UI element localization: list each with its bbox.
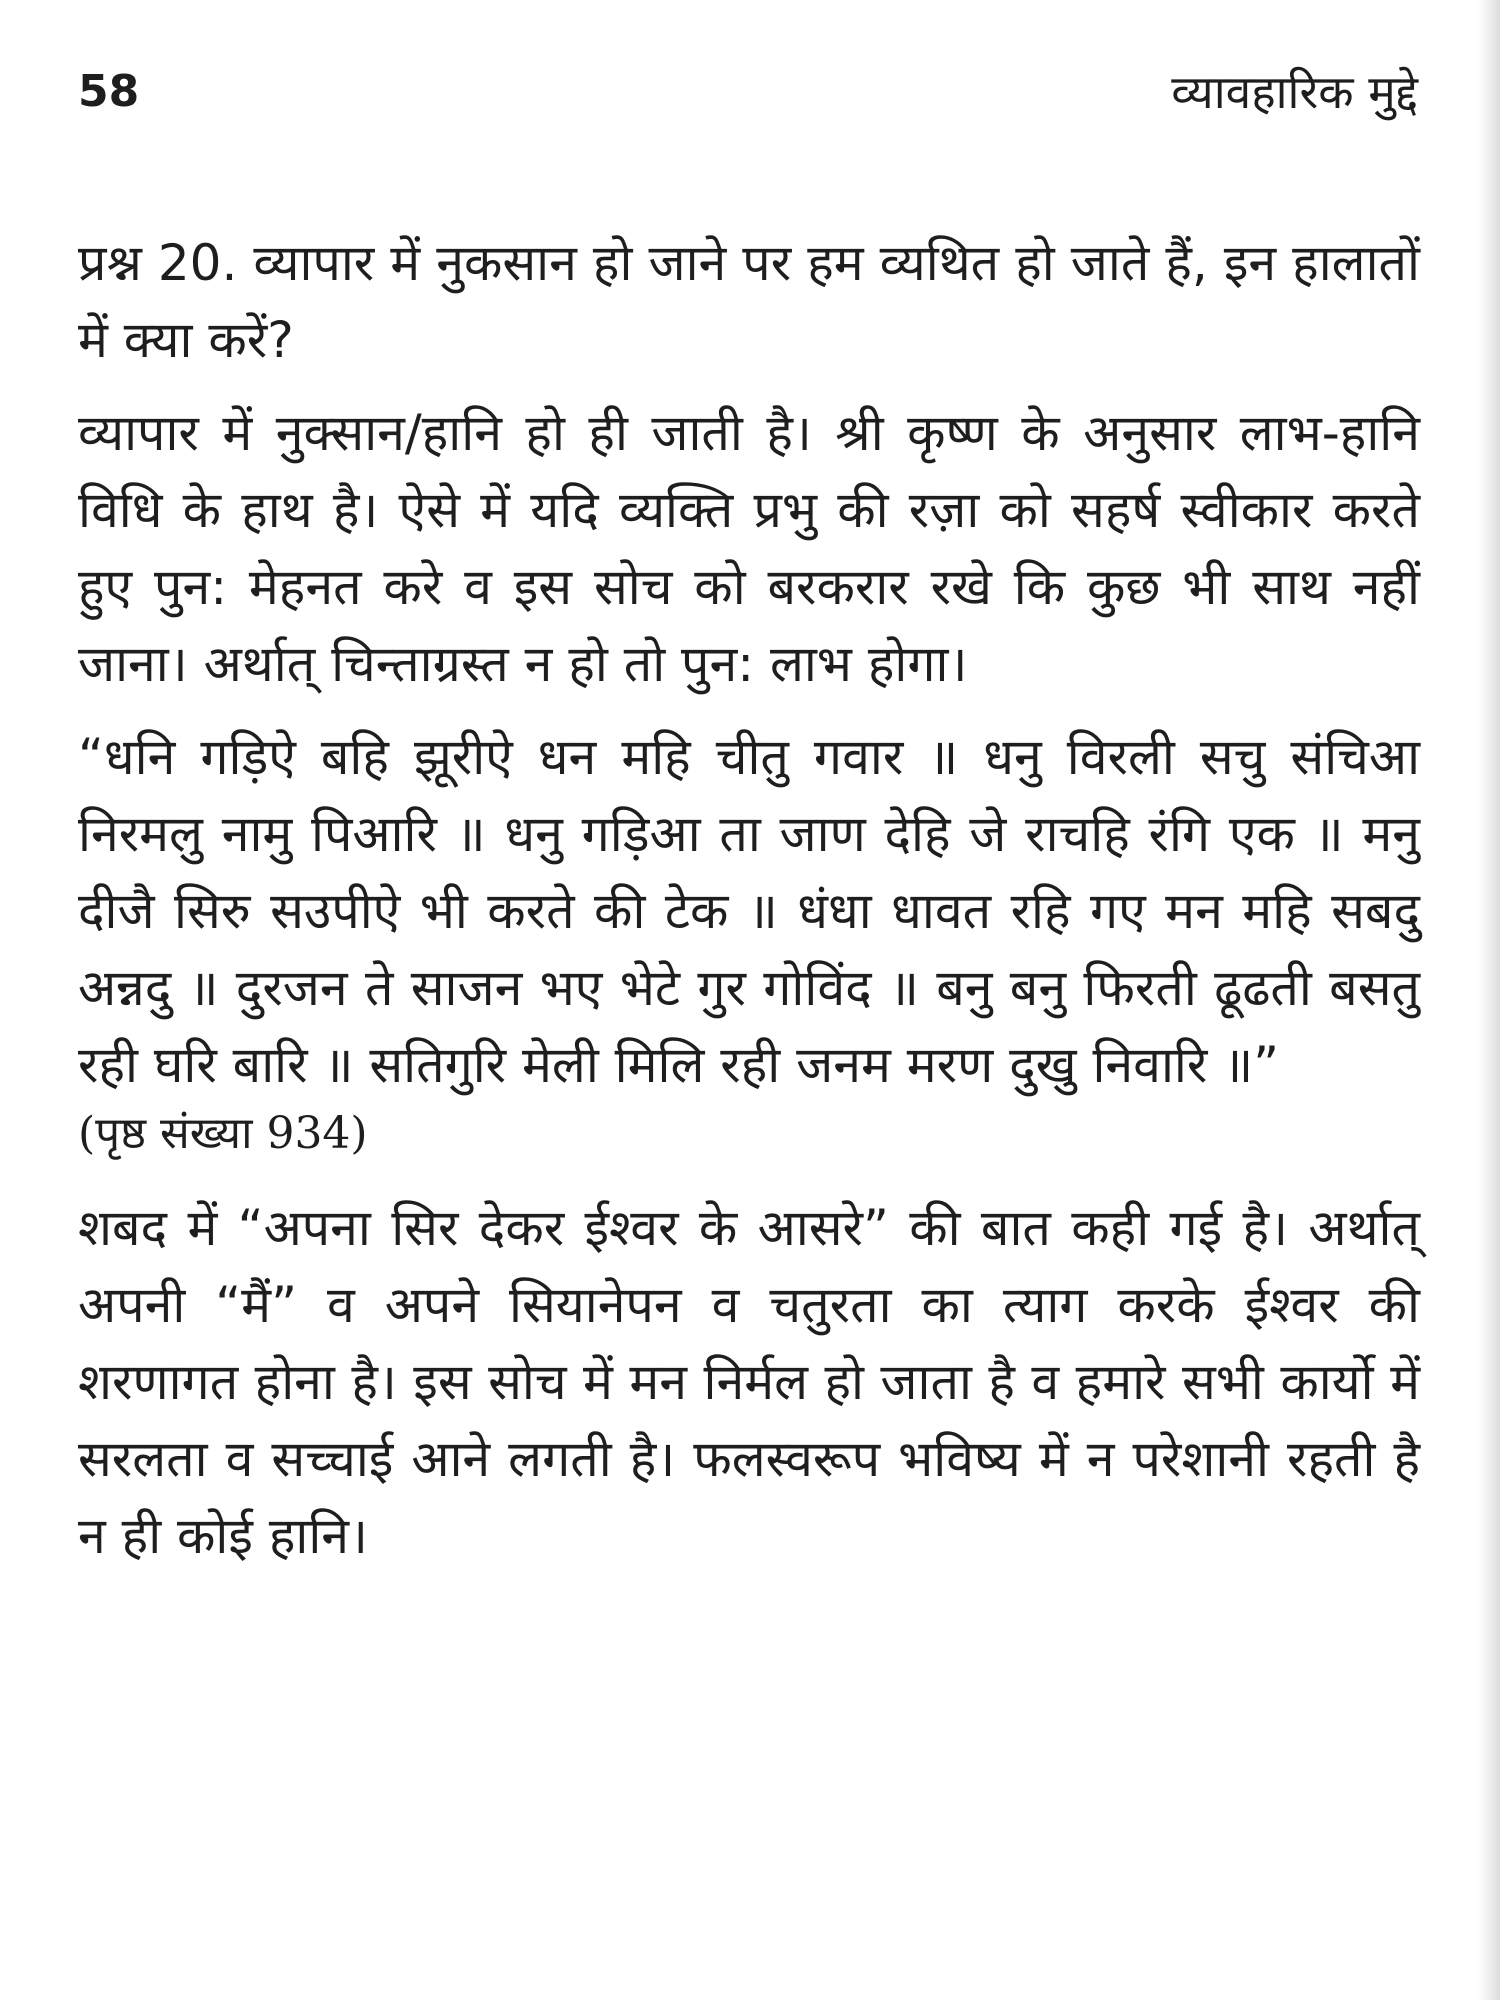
- page-body: [78, 225, 1420, 1575]
- question-paragraph: [78, 225, 1420, 379]
- verse-quotation: “धनि गड़िऐ बहि झूरीऐ धन महि चीतु गवार ॥ धनु विरली सचु संचिआ निरमलु नामु पिआरि ॥ धनु गड़िआ ता जाण देहि जे राचहि रंगि एक ॥ मनु दीजै सिरु सउपीऐ भी करते की टेक ॥ धंधा धावत रहि गए मन महि सबदु अन्नदु ॥ दुरजन ते साजन भए भेटे गुर गोविंद ॥ बनु बनु फिरती ढूढती बसतु रही घरि बारि ॥ सतिगुरि मेली मिलि रही जनम मरण दुखु निवारि ॥”: [78, 728, 1420, 1094]
- question-label: प्रश्न 20.: [78, 234, 238, 292]
- answer-paragraph: व्यापार में नुक्सान/हानि हो ही जाती है। श्री कृष्ण के अनुसार लाभ-हानि विधि के हाथ है। ऐसे में यदि व्यक्ति प्रभु की रज़ा को सहर्ष स्वीकार करते हुए पुन: मेहनत करे व इस सोच को बरकरार रखे कि कुछ भी साथ नहीं जाना। अर्थात् चिन्ताग्रस्त न हो तो पुन: लाभ होगा।: [78, 404, 1420, 693]
- running-title: व्यावहारिक मुद्दे: [1171, 65, 1418, 119]
- question-text: व्यापार में नुकसान हो जाने पर हम व्यथित हो जाते हैं, इन हालातों में क्या करें?: [78, 234, 1420, 369]
- explanation-paragraph: शबद में “अपना सिर देकर ईश्वर के आसरे” की बात कही गई है। अर्थात् अपनी “मैं” व अपने सियानेपन व चतुरता का त्याग करके ईश्वर की शरणागत होना है। इस सोच में मन निर्मल हो जाता है व हमारे सभी कार्यो में सरलता व सच्चाई आने लगती है। फलस्वरूप भविष्य में न परेशानी रहती है न ही कोई हानि।: [78, 1199, 1420, 1565]
- page-number: 58: [78, 66, 140, 117]
- verse-reference: (पृष्ठ संख्या 934): [78, 1108, 368, 1159]
- page-header: [78, 60, 1418, 140]
- page-edge-shadow: [1478, 0, 1500, 2000]
